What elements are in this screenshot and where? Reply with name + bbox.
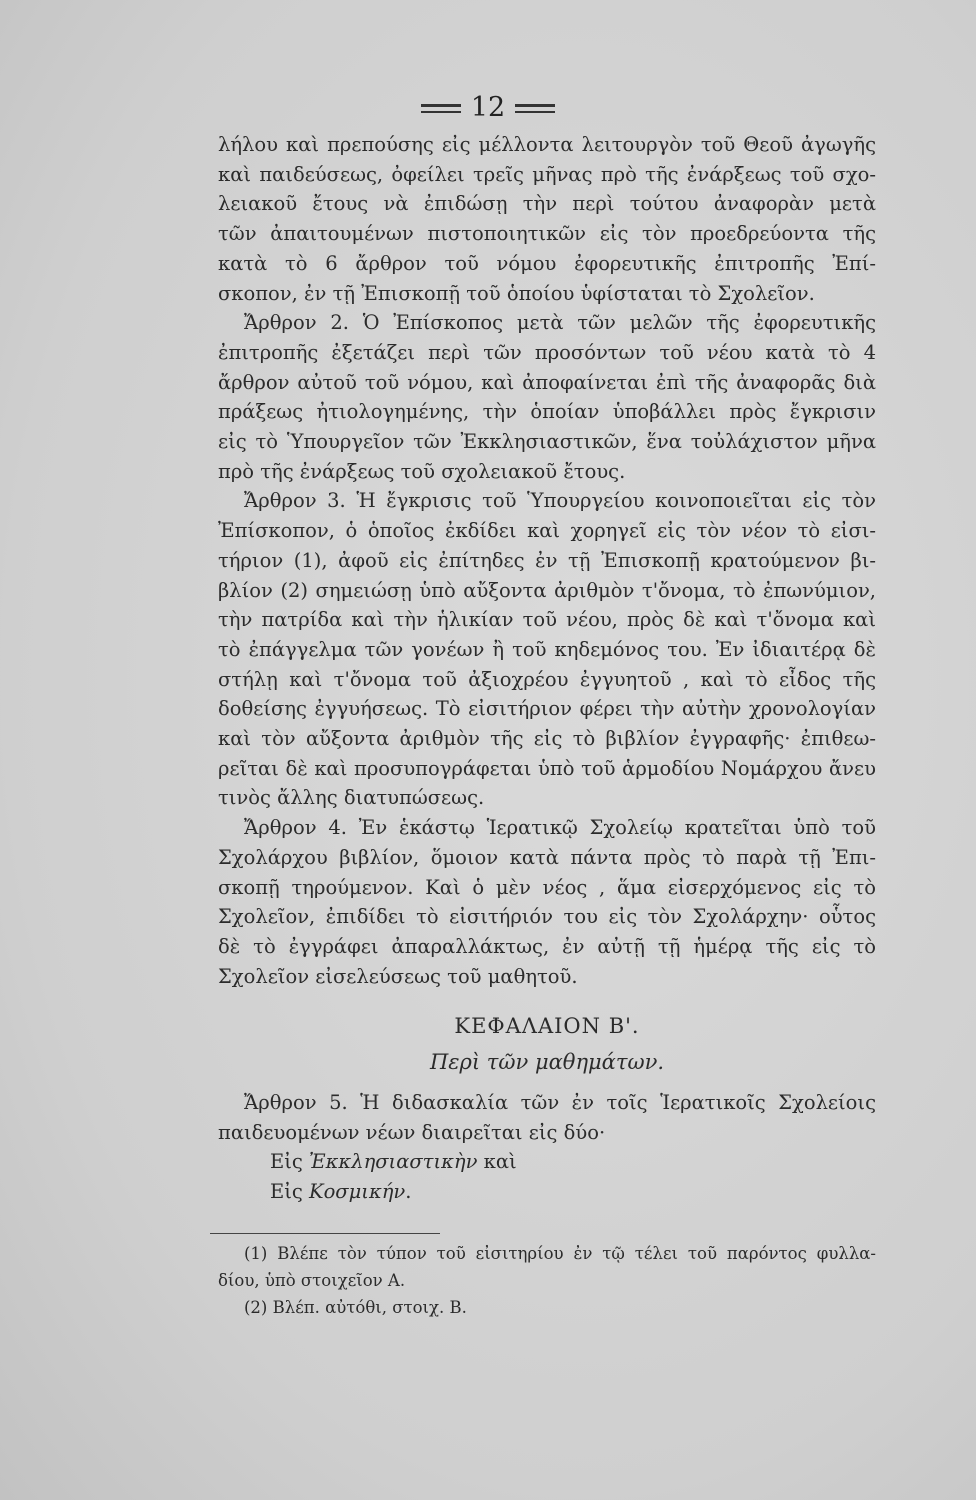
body-line: κατὰ τὸ 6 ἄρθρον τοῦ νόμου ἐφορευτικῆς ἐπιτροπῆς Ἐπί- [218,251,876,275]
body-line: στήλῃ καὶ τ'ὄνομα τοῦ ἀξιοχρέου ἐγγυητοῦ , καὶ τὸ εἶδος τῆς [218,667,876,691]
body-line: βλίον (2) σημειώσῃ ὑπὸ αὔξοντα ἀριθμὸν τ'ὄνομα, τὸ ἐπωνύμιον, [218,578,876,602]
list-item-prefix: Εἰς [270,1180,309,1204]
body-line: πρὸ τῆς ἐνάρξεως τοῦ σχολειακοῦ ἔτους. [218,459,626,483]
body-line: εἰς τὸ Ὑπουργεῖον τῶν Ἐκκλησιαστικῶν, ἕνα τοὐλάχιστον μῆνα [218,430,876,454]
body-line: τῶν ἀπαιτουμένων πιστοποιητικῶν εἰς τὸν προεδρεύοντα τῆς [218,222,876,246]
body-line: καὶ τὸν αὔξοντα ἀριθμὸν τῆς εἰς τὸ βιβλίον ἐγγραφῆς· ἐπιθεω- [218,727,876,751]
body-line: τήριον (1), ἀφοῦ εἰς ἐπίτηδες ἐν τῇ Ἐπισκοπῇ κρατούμενον βι- [218,548,876,572]
body-line: Σχολεῖον, ἐπιδίδει τὸ εἰσιτήριόν του εἰς τὸν Σχολάρχην· οὗτος [218,905,876,929]
body-line: ἄρθρον αὐτοῦ τοῦ νόμου, καὶ ἀποφαίνεται ἐπὶ τῆς ἀναφορᾶς διὰ [218,370,876,394]
header-ornament-left [421,104,461,113]
chapter-title: ΚΕΦΑΛΑΙΟΝ Β'. [454,1014,640,1038]
body-line: ἐπιτροπῆς ἐξετάζει περὶ τῶν προσόντων τοῦ νέου κατὰ τὸ 4 [218,340,876,364]
body-line: Ἐπίσκοπον, ὁ ὁποῖος ἐκδίδει καὶ χορηγεῖ εἰς τὸν νέον τὸ εἰσι- [218,519,876,543]
page-number: 12 [470,92,506,123]
body-text [218,130,876,991]
body-line: ρεῖται δὲ καὶ προσυπογράφεται ὑπὸ τοῦ ἁρμοδίου Νομάρχου ἄνευ [218,756,876,780]
list-item-emphasis: Ἐκκλησιαστικὴν [309,1150,478,1174]
body-line: Σχολάρχου βιβλίον, ὅμοιον κατὰ πάντα πρὸς τὸ παρὰ τῇ Ἐπι- [218,845,876,869]
list-item-prefix: Εἰς [270,1150,309,1174]
body-line: πράξεως ἠτιολογημένης, τὴν ὁποίαν ὑποβάλλει πρὸς ἔγκρισιν [218,400,876,424]
page-header [0,92,976,123]
body-line: λειακοῦ ἔτους νὰ ἐπιδώσῃ τὴν περὶ τούτου ἀναφορὰν μετὰ [218,192,876,216]
article-4-heading-line: Ἄρθρον 4. Ἐν ἑκάστῳ Ἱερατικῷ Σχολείῳ κρατεῖται ὑπὸ τοῦ [244,816,876,840]
footnotes [218,1240,876,1321]
footnote-divider [210,1233,440,1234]
body-line: τὸ ἐπάγγελμα τῶν γονέων ἢ τοῦ κηδεμόνος του. Ἐν ἰδιαιτέρᾳ δὲ [218,637,876,661]
body-line: σκοπον, ἐν τῇ Ἐπισκοπῇ τοῦ ὁποίου ὑφίσταται τὸ Σχολεῖον. [218,281,815,305]
body-line: δοθείσης ἐγγυήσεως. Τὸ εἰσιτήριον φέρει τὴν αὐτὴν χρονολογίαν [218,697,876,721]
list-item [218,1147,876,1177]
article-3-heading-line: Ἄρθρον 3. Ἡ ἔγκρισις τοῦ Ὑπουργείου κοινοποιεῖται εἰς τὸν [244,489,876,513]
list-item-suffix: . [405,1180,412,1204]
article-2-heading-line: Ἄρθρον 2. Ὁ Ἐπίσκοπος μετὰ τῶν μελῶν τῆς ἐφορευτικῆς [244,311,876,335]
footnote-line: (1) Βλέπε τὸν τύπον τοῦ εἰσιτηρίου ἐν τῷ τέλει τοῦ παρόντος φυλλα- [244,1244,876,1263]
footnote-line: δίου, ὑπὸ στοιχεῖον Α. [218,1271,406,1290]
body-line: σκοπῇ τηρούμενον. Καὶ ὁ μὲν νέος , ἅμα εἰσερχόμενος εἰς τὸ [218,875,876,899]
body-line: τὴν πατρίδα καὶ τὴν ἡλικίαν τοῦ νέου, πρὸς δὲ καὶ τ'ὄνομα καὶ [218,608,876,632]
body-line: λήλου καὶ πρεπούσης εἰς μέλλοντα λειτουργὸν τοῦ Θεοῦ ἀγωγῆς [218,133,876,156]
footnote-line: (2) Βλέπ. αὐτόθι, στοιχ. Β. [244,1298,467,1317]
body-line: Σχολεῖον εἰσελεύσεως τοῦ μαθητοῦ. [218,964,578,988]
header-ornament-right [515,104,555,113]
chapter-subtitle: Περὶ τῶν μαθημάτων. [429,1050,665,1074]
body-line: καὶ παιδεύσεως, ὀφείλει τρεῖς μῆνας πρὸ τῆς ἐνάρξεως τοῦ σχο- [218,162,876,186]
body-line: δὲ τὸ ἐγγράφει ἀπαραλλάκτως, ἐν αὐτῇ τῇ ἡμέρᾳ τῆς εἰς τὸ [218,934,876,958]
list-item-suffix: καὶ [477,1150,517,1174]
article-5-heading-line: Ἄρθρον 5. Ἡ διδασκαλία τῶν ἐν τοῖς Ἱερατικοῖς Σχολείοις [244,1091,876,1114]
article-5 [218,1088,876,1207]
body-line: παιδευομένων νέων διαιρεῖται εἰς δύο· [218,1120,606,1144]
body-line: τινὸς ἄλλης διατυπώσεως. [218,786,485,810]
list-item-emphasis: Κοσμικήν [309,1180,406,1204]
list-item [218,1177,876,1207]
